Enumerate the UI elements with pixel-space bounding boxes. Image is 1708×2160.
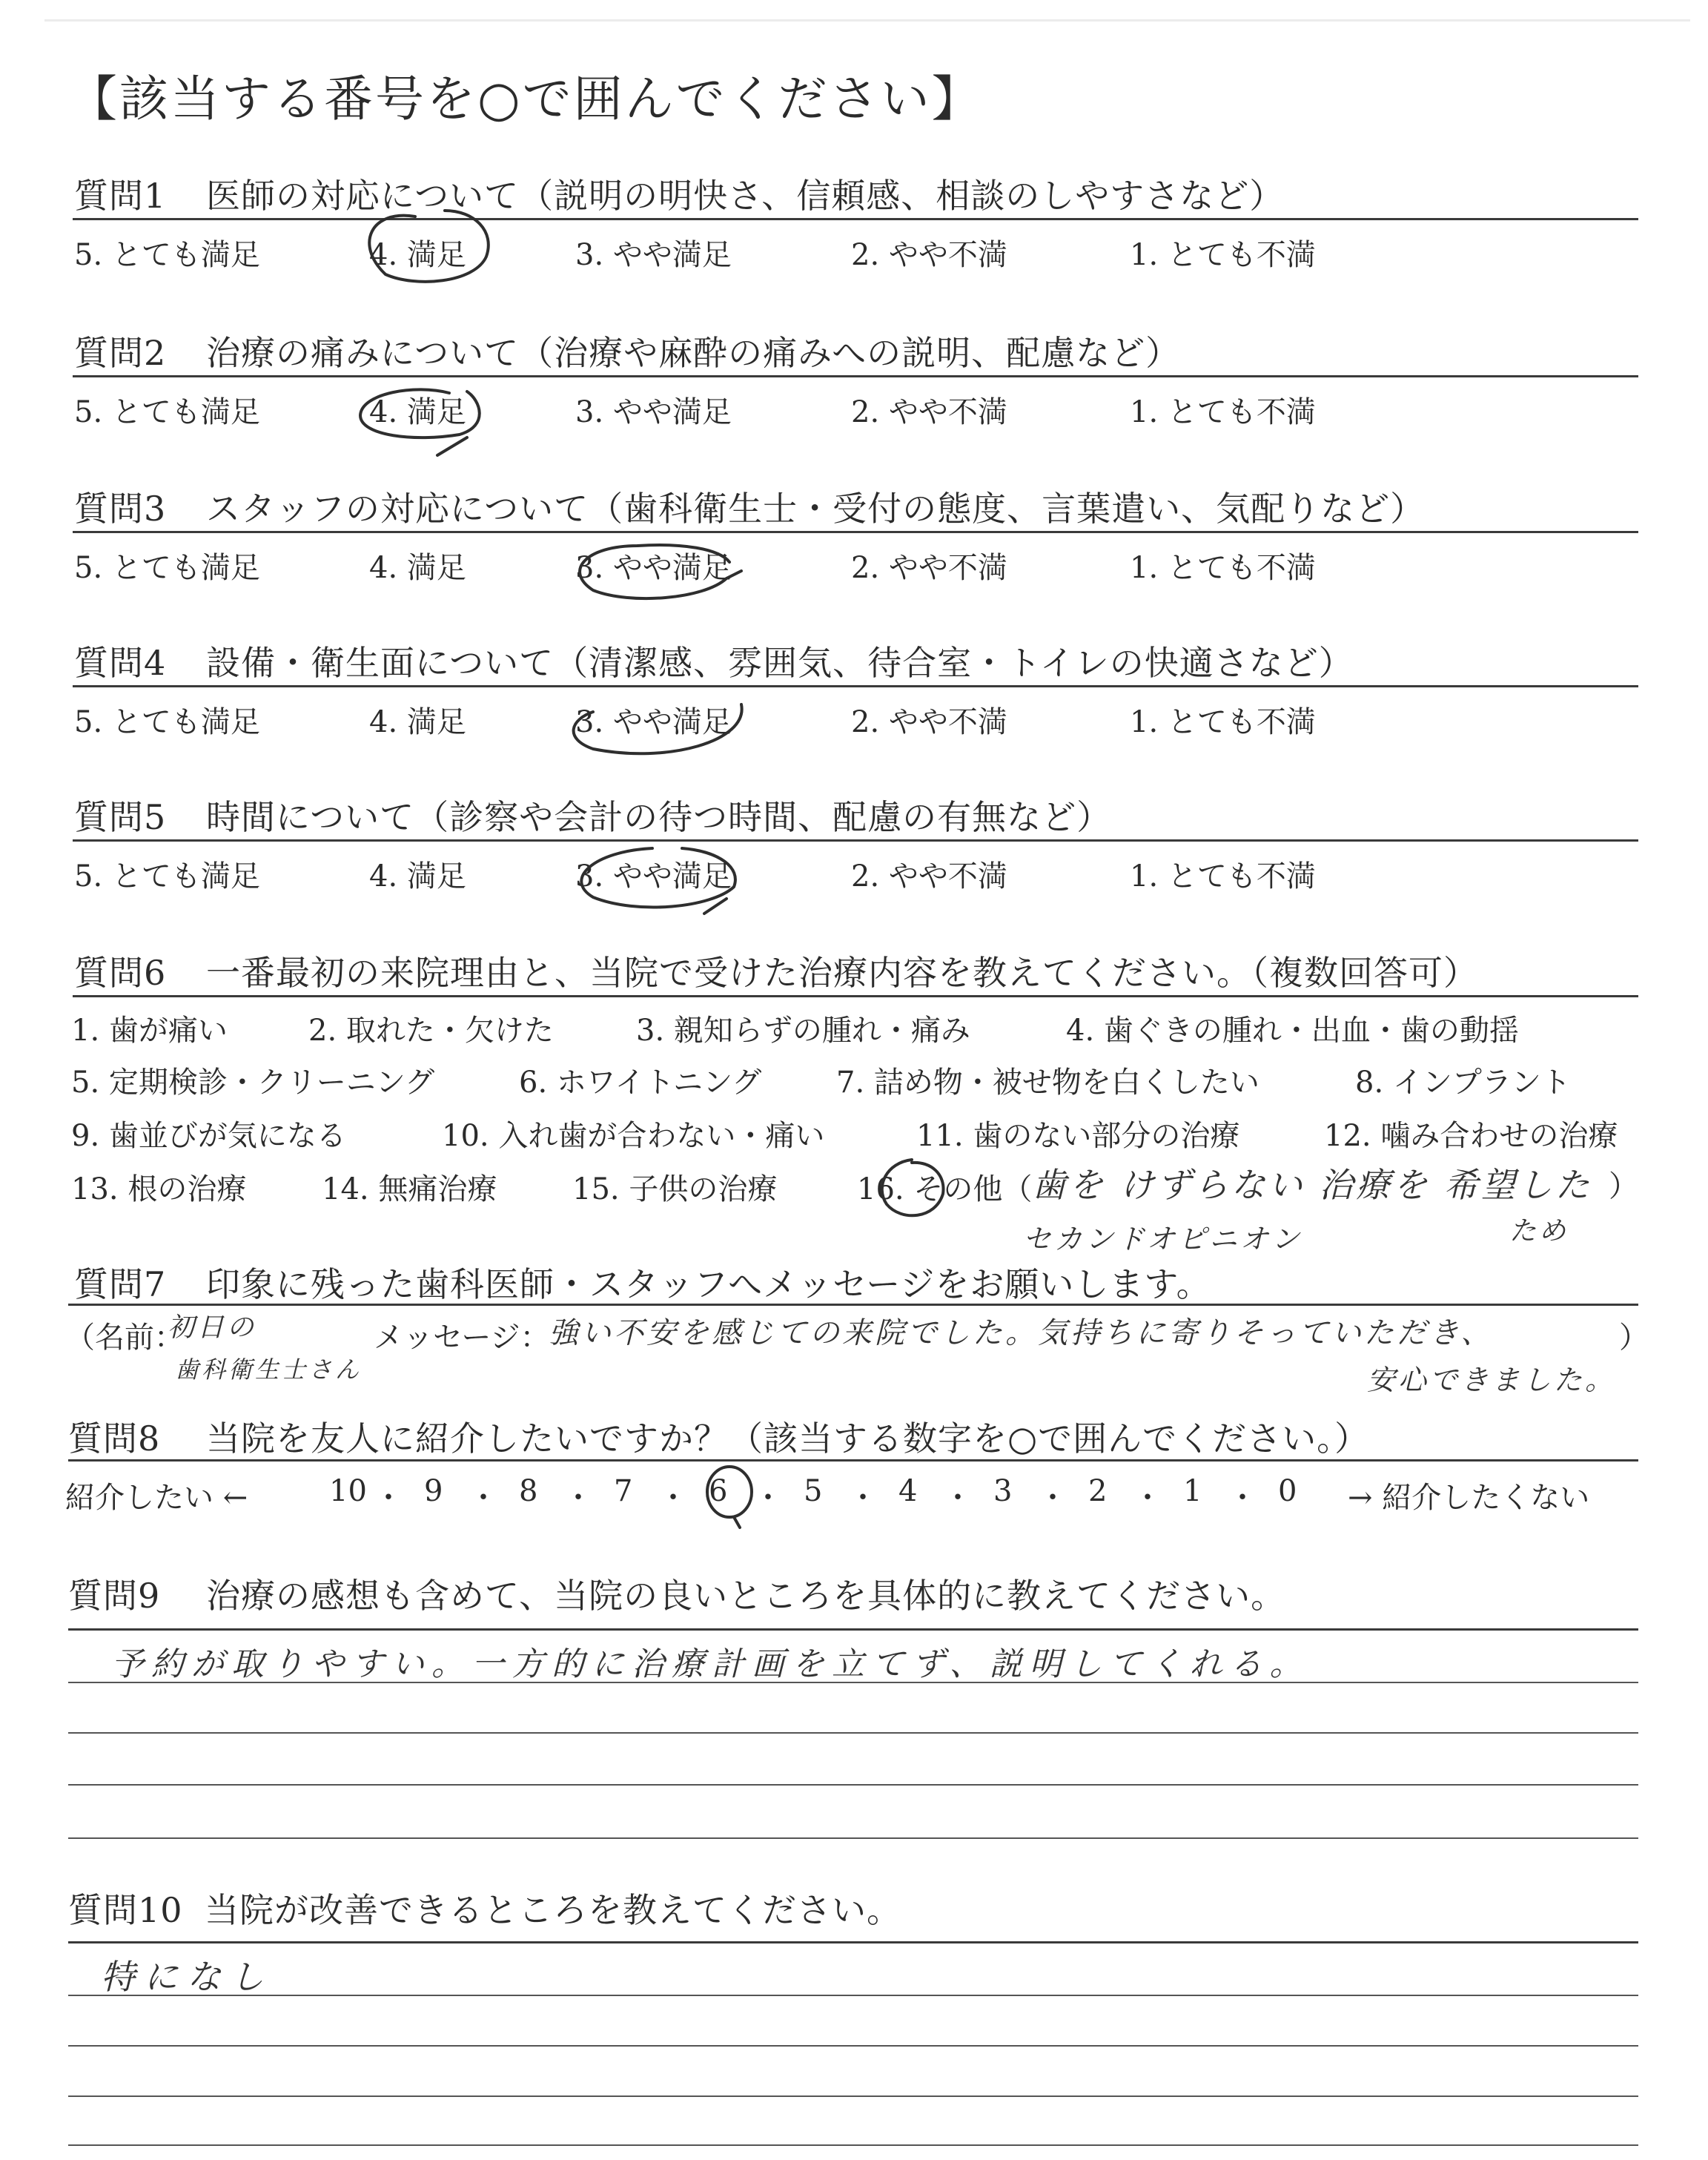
top-edge-line [44, 19, 1690, 22]
q9-answer-line-2 [68, 1682, 1638, 1683]
q4-option-2[interactable]: 2. やや不満 [851, 705, 1007, 739]
question-1-label: 質問1 [74, 176, 167, 216]
q10-answer-line-1 [68, 1941, 1638, 1943]
q6-reason-6[interactable]: 6. ホワイトニング [519, 1066, 762, 1100]
q5-option-5[interactable]: 5. とても満足 [74, 859, 260, 894]
question-7-rule [68, 1304, 1638, 1306]
q8-selection-tail [734, 1517, 740, 1527]
q10-answer-line-5 [68, 2144, 1638, 2146]
q6-reason-9[interactable]: 9. 歯並びが気になる [71, 1119, 346, 1153]
q8-left-label: 紹介したい ← [65, 1481, 248, 1515]
q8-scale-3[interactable]: 3 [993, 1474, 1013, 1508]
q8-scale-5[interactable]: 5 [804, 1474, 823, 1508]
q3-option-3[interactable]: 3. やや満足 [575, 551, 732, 585]
q8-scale-separator: ・ [848, 1481, 878, 1515]
q3-option-5[interactable]: 5. とても満足 [74, 551, 260, 585]
question-7-label: 質問7 [74, 1264, 167, 1304]
question-2-label: 質問2 [74, 333, 167, 373]
question-1-rule [73, 218, 1638, 220]
q9-answer-line-1 [68, 1628, 1638, 1631]
q8-scale-separator: ・ [1133, 1481, 1162, 1515]
q2-option-2[interactable]: 2. やや不満 [851, 395, 1007, 429]
question-2-rule [73, 375, 1638, 377]
q10-answer-line-2 [68, 1995, 1638, 1996]
q2-option-1[interactable]: 1. とても不満 [1130, 395, 1316, 429]
question-9-label: 質問9 [68, 1576, 161, 1616]
q6-reason-14[interactable]: 14. 無痛治療 [322, 1172, 497, 1206]
q8-scale-7[interactable]: 7 [614, 1474, 633, 1508]
q8-scale-6[interactable]: 6 [709, 1474, 728, 1508]
q8-scale-9[interactable]: 9 [424, 1474, 443, 1508]
question-5-label: 質問5 [74, 797, 167, 837]
q8-scale-separator: ・ [1038, 1481, 1068, 1515]
q6-reason-3[interactable]: 3. 親知らずの腫れ・痛み [636, 1014, 970, 1048]
q6-reason-11[interactable]: 11. 歯のない部分の治療 [916, 1119, 1240, 1153]
q6-other-answer-line2: セカンドオピニオン [1023, 1223, 1302, 1255]
q4-option-5[interactable]: 5. とても満足 [74, 705, 260, 739]
q10-answer[interactable]: 特になし [101, 1957, 273, 1997]
question-6-label: 質問6 [74, 953, 167, 993]
question-1-text: 医師の対応について（説明の明快さ、信頼感、相談のしやすさなど） [206, 176, 1285, 216]
question-3-rule [73, 531, 1638, 533]
q8-scale-4[interactable]: 4 [898, 1474, 918, 1508]
q6-reason-10[interactable]: 10. 入れ歯が合わない・痛い [442, 1119, 825, 1153]
q7-name-answer-line1: 初日の [168, 1312, 257, 1343]
q6-reason-12[interactable]: 12. 噛み合わせの治療 [1324, 1119, 1618, 1153]
q7-name-label: （名前： [65, 1321, 184, 1355]
q3-option-4[interactable]: 4. 満足 [369, 551, 466, 585]
q5-option-1[interactable]: 1. とても不満 [1130, 859, 1316, 894]
q8-scale-2[interactable]: 2 [1088, 1474, 1108, 1508]
q6-reason-4[interactable]: 4. 歯ぐきの腫れ・出血・歯の動揺 [1066, 1014, 1519, 1048]
question-4-rule [73, 685, 1638, 687]
q5-option-4[interactable]: 4. 満足 [369, 859, 466, 894]
question-2-text: 治療の痛みについて（治療や麻酔の痛みへの説明、配慮など） [206, 333, 1181, 373]
question-5-text: 時間について（診察や会計の待つ時間、配慮の有無など） [206, 797, 1112, 837]
question-6-rule [73, 995, 1638, 997]
q8-scale-0[interactable]: 0 [1278, 1474, 1297, 1508]
q1-option-5[interactable]: 5. とても満足 [74, 238, 260, 272]
q8-scale-separator: ・ [658, 1481, 688, 1515]
q7-message-label: メッセージ： [374, 1321, 550, 1355]
q8-scale-separator: ・ [469, 1481, 498, 1515]
q9-answer-line-3 [68, 1732, 1638, 1734]
q6-reason-1[interactable]: 1. 歯が痛い [71, 1014, 228, 1048]
q7-close: ） [1619, 1321, 1649, 1355]
q6-reason-7[interactable]: 7. 詰め物・被せ物を白くしたい [836, 1066, 1260, 1100]
question-8-label: 質問8 [68, 1418, 161, 1459]
q9-answer[interactable]: 予約が取りやすい。一方的に治療計画を立てず、説明してくれる。 [111, 1645, 1310, 1683]
question-10-label: 質問10 [68, 1890, 183, 1930]
q2-option-3[interactable]: 3. やや満足 [575, 395, 732, 429]
q6-reason-2[interactable]: 2. 取れた・欠けた [308, 1014, 554, 1048]
question-9-text: 治療の感想も含めて、当院の良いところを具体的に教えてください。 [206, 1576, 1286, 1616]
q8-right-label: → 紹介したくない [1348, 1481, 1590, 1515]
question-8-text: 当院を友人に紹介したいですか？（該当する数字を○で囲んでください。） [206, 1418, 1370, 1459]
q4-option-4[interactable]: 4. 満足 [369, 705, 466, 739]
q8-scale-1[interactable]: 1 [1183, 1474, 1202, 1508]
question-3-label: 質問3 [74, 489, 167, 529]
q4-option-3[interactable]: 3. やや満足 [575, 705, 732, 739]
q8-scale-separator: ・ [374, 1481, 403, 1515]
q9-answer-line-4 [68, 1784, 1638, 1786]
q8-scale-8[interactable]: 8 [519, 1474, 538, 1508]
question-5-rule [73, 839, 1638, 842]
q6-other-close: ） [1609, 1169, 1638, 1203]
question-10-text: 当院が改善できるところを教えてください。 [205, 1890, 901, 1930]
q5-option-3[interactable]: 3. やや満足 [575, 859, 732, 894]
q8-scale-separator: ・ [943, 1481, 973, 1515]
q10-answer-line-4 [68, 2095, 1638, 2097]
q7-message-answer-line1: 強い不安を感じての来院でした。気持ちに寄りそっていただき、 [549, 1316, 1494, 1350]
q10-answer-line-3 [68, 2045, 1638, 2047]
q5-option-2[interactable]: 2. やや不満 [851, 859, 1007, 894]
q8-scale-separator: ・ [563, 1481, 593, 1515]
page-title: 【該当する番号を○で囲んでください】 [68, 70, 983, 128]
question-8-rule [68, 1459, 1638, 1462]
q3-option-1[interactable]: 1. とても不満 [1130, 551, 1316, 585]
q4-option-1[interactable]: 1. とても不満 [1130, 705, 1316, 739]
question-7-text: 印象に残った歯科医師・スタッフへメッセージをお願いします。 [206, 1264, 1211, 1304]
question-6-text: 一番最初の来院理由と、当院で受けた治療内容を教えてください。（複数回答可） [206, 953, 1478, 993]
q8-scale-separator: ・ [1228, 1481, 1257, 1515]
q3-option-2[interactable]: 2. やや不満 [851, 551, 1007, 585]
q6-reason-8[interactable]: 8. インプラント [1355, 1066, 1571, 1100]
q1-option-2[interactable]: 2. やや不満 [851, 238, 1007, 272]
q6-other-answer-line3: ため [1509, 1216, 1569, 1246]
q1-option-3[interactable]: 3. やや満足 [575, 238, 732, 272]
q2-option-5[interactable]: 5. とても満足 [74, 395, 260, 429]
q6-reason-16[interactable]: 16. その他（ [857, 1172, 1033, 1206]
q6-reason-15[interactable]: 15. 子供の治療 [572, 1172, 778, 1206]
q6-reason-13[interactable]: 13. 根の治療 [71, 1172, 247, 1206]
q6-reason-5[interactable]: 5. 定期検診・クリーニング [71, 1066, 435, 1100]
question-4-label: 質問4 [74, 643, 167, 683]
q8-scale-separator: ・ [753, 1481, 783, 1515]
q6-other-answer-line1: 歯を けずらない 治療を 希望した [1032, 1165, 1592, 1205]
q7-message-answer-line2: 安心できました。 [1367, 1364, 1617, 1396]
q8-scale-10[interactable]: 10 [329, 1474, 367, 1508]
q2-option-4[interactable]: 4. 満足 [369, 395, 466, 429]
q1-option-1[interactable]: 1. とても不満 [1130, 238, 1316, 272]
q1-option-4[interactable]: 4. 満足 [369, 238, 466, 272]
question-4-text: 設備・衛生面について（清潔感、雰囲気、待合室・トイレの快適さなど） [206, 643, 1354, 683]
q9-answer-line-5 [68, 1837, 1638, 1839]
q7-name-answer-line2: 歯科衛生士さん [175, 1355, 363, 1384]
question-3-text: スタッフの対応について（歯科衛生士・受付の態度、言葉遣い、気配りなど） [206, 489, 1426, 529]
